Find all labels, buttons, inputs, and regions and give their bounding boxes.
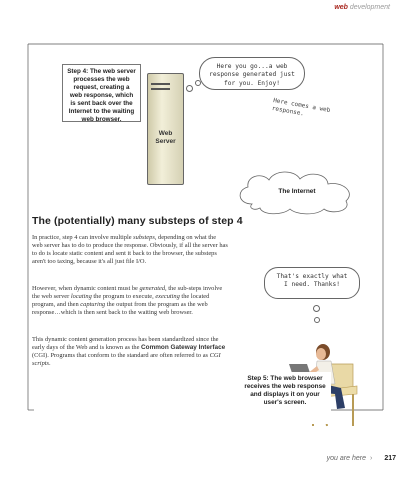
server-slot — [151, 88, 170, 90]
web-server-label — [147, 130, 184, 146]
p2-text-b: , the sub-steps involve the web server — [32, 285, 223, 301]
header-tag-rest: development — [349, 4, 390, 11]
p2-text-d: the located program, and then — [32, 293, 210, 309]
thought-dot — [195, 80, 201, 86]
page-footer — [327, 455, 396, 462]
handwritten-text: Here comes a web response. — [271, 97, 331, 117]
footer-label: you are here — [326, 455, 366, 462]
paragraph-3 — [32, 336, 228, 368]
server-label-line2: Server — [155, 138, 176, 145]
p2-text-e: the output from the program as the web response…which is then sent back to the waiting web browser. — [32, 301, 208, 317]
p2-emphasis-3: executing — [155, 293, 180, 301]
page-number: 217 — [384, 455, 396, 462]
header-tag-bold: web — [334, 4, 348, 11]
p3-emphasis: CGI scripts — [32, 352, 221, 368]
step4-callout — [62, 64, 141, 122]
p3-text-b: (CGI). Programs that conform to the standard are often referred to as — [32, 352, 210, 360]
thought-dot — [314, 317, 320, 323]
footer-arrow-icon: › — [369, 455, 373, 462]
web-server-image — [147, 73, 184, 185]
paragraph-2 — [32, 285, 228, 317]
bubble-user-text: That's exactly what I need. Thanks! — [276, 273, 348, 289]
p1-emphasis: substeps — [133, 234, 155, 241]
server-label-line1: Web — [158, 130, 173, 137]
paragraph-1 — [32, 234, 228, 266]
step5-callout — [239, 372, 331, 424]
p2-emphasis-4: capturing — [80, 301, 106, 309]
p2-text-c: the program to execute, — [91, 293, 156, 301]
thought-dot — [186, 85, 193, 92]
p1-text-b: , depending on what the web server has to do to produce the response. Obviously, if all the server has to do is locate static content and sent it back to the browser, the substeps aren't too taxing, because it's all just file I/O. — [32, 234, 228, 266]
server-slot — [151, 83, 170, 85]
p2-emphasis-1: generated — [139, 285, 166, 292]
bubble-server-text: Here you go...a web response generated just for you. Enjoy! — [209, 63, 295, 87]
thought-dot — [313, 305, 320, 312]
section-title: The (potentially) many substeps of step 4 — [32, 215, 243, 227]
face — [316, 348, 326, 360]
speech-bubble-user — [264, 267, 360, 299]
p2-text-a: However, when dynamic content must be — [32, 285, 140, 292]
step5-text: Step 5: The web browser receives the web response and displays it on your user's screen. — [244, 375, 326, 406]
speech-bubble-server — [199, 57, 305, 90]
step4-text: Step 4: The web server processes the web request, creating a web response, which is sent back over the Internet to the waiting web browser. — [67, 68, 136, 123]
p3-text-c: . — [49, 360, 51, 368]
p1-text-a: In practice, step 4 can involve multiple — [32, 234, 134, 241]
p3-strong: Common Gateway Interface — [141, 344, 226, 352]
p3-text-a: This dynamic content generation process has been standardized since the early days of the Web and is known as the — [32, 336, 219, 352]
p2-emphasis-2: locating — [70, 293, 92, 301]
internet-label: The Internet — [278, 188, 316, 195]
